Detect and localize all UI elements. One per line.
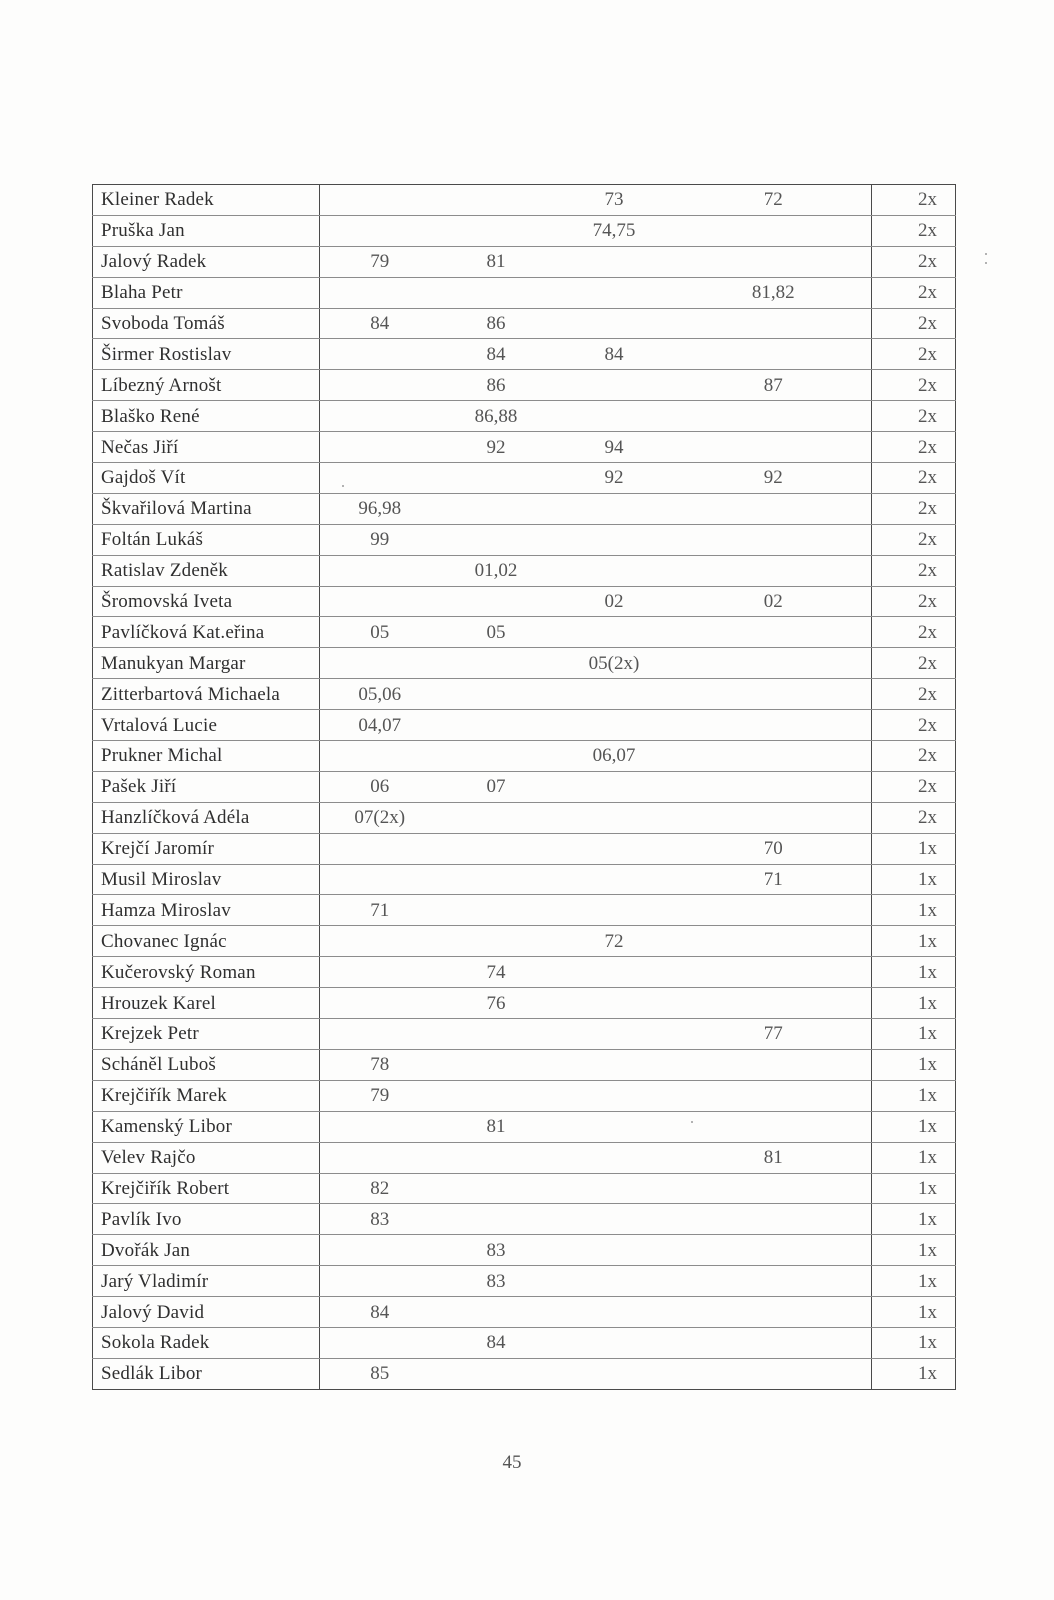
table-row	[93, 802, 956, 833]
value-cell-col3: 02	[553, 586, 676, 617]
person-name-cell: Dvořák Jan	[93, 1235, 320, 1266]
table-row	[93, 1049, 956, 1080]
value-cell-col2	[440, 895, 553, 926]
value-cell-col2	[440, 1080, 553, 1111]
value-cell-col4: 81	[676, 1142, 872, 1173]
value-cell-col1: 99	[320, 524, 440, 555]
table-row	[93, 215, 956, 246]
value-cell-col3	[553, 802, 676, 833]
person-name-cell: Jalový Radek	[93, 246, 320, 277]
scan-speck	[985, 253, 987, 255]
value-cell-col3	[553, 308, 676, 339]
count-cell: 1x	[872, 926, 956, 957]
table-row	[93, 432, 956, 463]
value-cell-col2	[440, 710, 553, 741]
value-cell-col4	[676, 246, 872, 277]
value-cell-col1	[320, 1235, 440, 1266]
count-cell: 1x	[872, 1327, 956, 1358]
person-name-cell: Chovanec Ignác	[93, 926, 320, 957]
count-cell: 2x	[872, 679, 956, 710]
person-name-cell: Pavlík Ivo	[93, 1204, 320, 1235]
value-cell-col4	[676, 215, 872, 246]
value-cell-col1	[320, 463, 440, 494]
value-cell-col3: 72	[553, 926, 676, 957]
count-cell: 2x	[872, 339, 956, 370]
value-cell-col2	[440, 1049, 553, 1080]
value-cell-col2	[440, 524, 553, 555]
value-cell-col4	[676, 1080, 872, 1111]
value-cell-col2: 84	[440, 1327, 553, 1358]
table-row	[93, 1235, 956, 1266]
value-cell-col2	[440, 1204, 553, 1235]
value-cell-col2: 74	[440, 957, 553, 988]
value-cell-col3	[553, 617, 676, 648]
value-cell-col1	[320, 370, 440, 401]
value-cell-col4: 87	[676, 370, 872, 401]
value-cell-col1: 84	[320, 308, 440, 339]
value-cell-col4	[676, 1111, 872, 1142]
value-cell-col1	[320, 586, 440, 617]
table-row	[93, 833, 956, 864]
value-cell-col3: 73	[553, 185, 676, 216]
value-cell-col2	[440, 493, 553, 524]
value-cell-col4	[676, 555, 872, 586]
value-cell-col2	[440, 586, 553, 617]
value-cell-col3	[553, 246, 676, 277]
value-cell-col3: 06,07	[553, 741, 676, 772]
person-name-cell: Blaha Petr	[93, 277, 320, 308]
person-name-cell: Ratislav Zdeněk	[93, 555, 320, 586]
value-cell-col2: 83	[440, 1266, 553, 1297]
value-cell-col2: 86	[440, 370, 553, 401]
count-cell: 2x	[872, 215, 956, 246]
count-cell: 2x	[872, 586, 956, 617]
count-cell: 1x	[872, 1019, 956, 1050]
value-cell-col1	[320, 864, 440, 895]
value-cell-col4: 92	[676, 463, 872, 494]
count-cell: 2x	[872, 771, 956, 802]
person-name-cell: Velev Rajčo	[93, 1142, 320, 1173]
person-name-cell: Pruška Jan	[93, 215, 320, 246]
value-cell-col4	[676, 926, 872, 957]
table-row	[93, 339, 956, 370]
value-cell-col2: 92	[440, 432, 553, 463]
value-cell-col3: 05(2x)	[553, 648, 676, 679]
value-cell-col3	[553, 1327, 676, 1358]
value-cell-col3	[553, 493, 676, 524]
value-cell-col4	[676, 339, 872, 370]
value-cell-col3	[553, 957, 676, 988]
table-row	[93, 864, 956, 895]
count-cell: 1x	[872, 988, 956, 1019]
value-cell-col2	[440, 679, 553, 710]
value-cell-col1	[320, 648, 440, 679]
count-cell: 2x	[872, 741, 956, 772]
person-name-cell: Šromovská Iveta	[93, 586, 320, 617]
count-cell: 1x	[872, 1080, 956, 1111]
table-row	[93, 246, 956, 277]
count-cell: 1x	[872, 1049, 956, 1080]
person-name-cell: Hrouzek Karel	[93, 988, 320, 1019]
value-cell-col4	[676, 957, 872, 988]
value-cell-col4	[676, 1204, 872, 1235]
person-name-cell: Krejčí Jaromír	[93, 833, 320, 864]
person-name-cell: Kleiner Radek	[93, 185, 320, 216]
person-name-cell: Prukner Michal	[93, 741, 320, 772]
value-cell-col1	[320, 339, 440, 370]
value-cell-col2: 84	[440, 339, 553, 370]
value-cell-col4: 70	[676, 833, 872, 864]
value-cell-col1: 06	[320, 771, 440, 802]
value-cell-col1: 82	[320, 1173, 440, 1204]
person-name-cell: Škvařilová Martina	[93, 493, 320, 524]
value-cell-col2: 76	[440, 988, 553, 1019]
count-cell: 2x	[872, 555, 956, 586]
value-cell-col1: 05,06	[320, 679, 440, 710]
count-cell: 1x	[872, 1111, 956, 1142]
value-cell-col1	[320, 432, 440, 463]
table-row	[93, 1142, 956, 1173]
person-name-cell: Sedlák Libor	[93, 1358, 320, 1389]
table-row	[93, 308, 956, 339]
value-cell-col4	[676, 617, 872, 648]
table-row	[93, 988, 956, 1019]
value-cell-col1	[320, 215, 440, 246]
value-cell-col3	[553, 988, 676, 1019]
value-cell-col4	[676, 1297, 872, 1328]
table-row	[93, 1297, 956, 1328]
value-cell-col2: 01,02	[440, 555, 553, 586]
value-cell-col4	[676, 1266, 872, 1297]
value-cell-col2: 83	[440, 1235, 553, 1266]
value-cell-col1: 79	[320, 246, 440, 277]
value-cell-col3	[553, 1297, 676, 1328]
table-row	[93, 185, 956, 216]
value-cell-col2: 05	[440, 617, 553, 648]
count-cell: 2x	[872, 648, 956, 679]
person-name-cell: Jalový David	[93, 1297, 320, 1328]
count-cell: 1x	[872, 1204, 956, 1235]
table-row	[93, 1019, 956, 1050]
person-name-cell: Krejčiřík Robert	[93, 1173, 320, 1204]
table-row	[93, 710, 956, 741]
value-cell-col3	[553, 771, 676, 802]
value-cell-col1	[320, 185, 440, 216]
value-cell-col2: 86,88	[440, 401, 553, 432]
table-row	[93, 277, 956, 308]
value-cell-col1	[320, 1019, 440, 1050]
value-cell-col2: 07	[440, 771, 553, 802]
value-cell-col4	[676, 802, 872, 833]
count-cell: 2x	[872, 277, 956, 308]
value-cell-col3	[553, 1049, 676, 1080]
value-cell-col3	[553, 1235, 676, 1266]
person-name-cell: Širmer Rostislav	[93, 339, 320, 370]
table-row	[93, 555, 956, 586]
count-cell: 2x	[872, 308, 956, 339]
value-cell-col2	[440, 833, 553, 864]
table-row	[93, 1358, 956, 1389]
table-row	[93, 1204, 956, 1235]
value-cell-col4	[676, 771, 872, 802]
count-cell: 1x	[872, 1173, 956, 1204]
value-cell-col1: 83	[320, 1204, 440, 1235]
table-row	[93, 1080, 956, 1111]
table-row	[93, 524, 956, 555]
value-cell-col3	[553, 1266, 676, 1297]
value-cell-col3	[553, 555, 676, 586]
value-cell-col2	[440, 1297, 553, 1328]
value-cell-col1	[320, 401, 440, 432]
value-cell-col1	[320, 1142, 440, 1173]
value-cell-col4	[676, 741, 872, 772]
table-row	[93, 1266, 956, 1297]
value-cell-col4	[676, 1358, 872, 1389]
value-cell-col3	[553, 1080, 676, 1111]
value-cell-col3	[553, 710, 676, 741]
value-cell-col1	[320, 1327, 440, 1358]
value-cell-col3	[553, 1142, 676, 1173]
person-name-cell: Zitterbartová Michaela	[93, 679, 320, 710]
value-cell-col1: 04,07	[320, 710, 440, 741]
value-cell-col1	[320, 926, 440, 957]
value-cell-col1: 07(2x)	[320, 802, 440, 833]
value-cell-col3: 92	[553, 463, 676, 494]
scan-speck	[342, 485, 344, 487]
value-cell-col3	[553, 679, 676, 710]
value-cell-col1: 05	[320, 617, 440, 648]
table-row	[93, 771, 956, 802]
count-cell: 1x	[872, 957, 956, 988]
value-cell-col4	[676, 988, 872, 1019]
table-row	[93, 586, 956, 617]
table-row	[93, 741, 956, 772]
table-row	[93, 370, 956, 401]
value-cell-col4: 71	[676, 864, 872, 895]
person-name-cell: Krejčiřík Marek	[93, 1080, 320, 1111]
count-cell: 2x	[872, 617, 956, 648]
value-cell-col3: 74,75	[553, 215, 676, 246]
value-cell-col2	[440, 741, 553, 772]
value-cell-col4	[676, 524, 872, 555]
value-cell-col3	[553, 1358, 676, 1389]
value-cell-col3	[553, 1019, 676, 1050]
table-row	[93, 1173, 956, 1204]
table-row	[93, 679, 956, 710]
value-cell-col1	[320, 1111, 440, 1142]
value-cell-col4	[676, 895, 872, 926]
count-cell: 1x	[872, 1235, 956, 1266]
value-cell-col2	[440, 463, 553, 494]
value-cell-col4	[676, 1173, 872, 1204]
person-name-cell: Gajdoš Vít	[93, 463, 320, 494]
person-name-cell: Jarý Vladimír	[93, 1266, 320, 1297]
table-row	[93, 648, 956, 679]
table-row	[93, 493, 956, 524]
value-cell-col3	[553, 1204, 676, 1235]
count-cell: 2x	[872, 432, 956, 463]
person-name-cell: Hanzlíčková Adéla	[93, 802, 320, 833]
value-cell-col4	[676, 679, 872, 710]
scan-speck	[691, 1121, 693, 1123]
value-cell-col1	[320, 988, 440, 1019]
value-cell-col2: 86	[440, 308, 553, 339]
person-name-cell: Musil Miroslav	[93, 864, 320, 895]
value-cell-col3	[553, 277, 676, 308]
value-cell-col1: 85	[320, 1358, 440, 1389]
count-cell: 2x	[872, 524, 956, 555]
value-cell-col1: 71	[320, 895, 440, 926]
count-cell: 2x	[872, 802, 956, 833]
count-cell: 2x	[872, 710, 956, 741]
value-cell-col4: 72	[676, 185, 872, 216]
value-cell-col3	[553, 833, 676, 864]
value-cell-col1: 96,98	[320, 493, 440, 524]
value-cell-col4	[676, 432, 872, 463]
person-name-cell: Svoboda Tomáš	[93, 308, 320, 339]
value-cell-col2	[440, 864, 553, 895]
person-name-cell: Pašek Jiří	[93, 771, 320, 802]
table-row	[93, 1327, 956, 1358]
scan-speck	[985, 262, 987, 264]
person-name-cell: Pavlíčková Kat.eřina	[93, 617, 320, 648]
person-name-cell: Kamenský Libor	[93, 1111, 320, 1142]
person-name-cell: Líbezný Arnošt	[93, 370, 320, 401]
table-row	[93, 957, 956, 988]
count-cell: 2x	[872, 246, 956, 277]
count-cell: 2x	[872, 463, 956, 494]
person-name-cell: Sokola Radek	[93, 1327, 320, 1358]
person-name-cell: Scháněl Luboš	[93, 1049, 320, 1080]
value-cell-col4	[676, 648, 872, 679]
value-cell-col4	[676, 308, 872, 339]
person-name-cell: Hamza Miroslav	[93, 895, 320, 926]
table-row	[93, 1111, 956, 1142]
count-cell: 2x	[872, 493, 956, 524]
value-cell-col1	[320, 833, 440, 864]
value-cell-col1: 79	[320, 1080, 440, 1111]
value-cell-col1	[320, 1266, 440, 1297]
value-cell-col4	[676, 1235, 872, 1266]
count-cell: 1x	[872, 1297, 956, 1328]
value-cell-col4	[676, 401, 872, 432]
table-row	[93, 401, 956, 432]
value-cell-col4	[676, 1049, 872, 1080]
person-name-cell: Vrtalová Lucie	[93, 710, 320, 741]
value-cell-col2	[440, 215, 553, 246]
value-cell-col4: 02	[676, 586, 872, 617]
value-cell-col4	[676, 1327, 872, 1358]
value-cell-col3	[553, 524, 676, 555]
table-row	[93, 895, 956, 926]
person-name-cell: Kučerovský Roman	[93, 957, 320, 988]
value-cell-col3	[553, 401, 676, 432]
value-cell-col3	[553, 1111, 676, 1142]
value-cell-col4	[676, 493, 872, 524]
count-cell: 1x	[872, 864, 956, 895]
value-cell-col2	[440, 1173, 553, 1204]
value-cell-col1	[320, 277, 440, 308]
value-cell-col2: 81	[440, 1111, 553, 1142]
value-cell-col1	[320, 957, 440, 988]
value-cell-col4: 81,82	[676, 277, 872, 308]
value-cell-col3	[553, 864, 676, 895]
value-cell-col4: 77	[676, 1019, 872, 1050]
value-cell-col2	[440, 1019, 553, 1050]
value-cell-col3	[553, 895, 676, 926]
value-cell-col3: 94	[553, 432, 676, 463]
value-cell-col2	[440, 1358, 553, 1389]
table-row	[93, 926, 956, 957]
value-cell-col2	[440, 802, 553, 833]
value-cell-col2: 81	[440, 246, 553, 277]
value-cell-col1: 84	[320, 1297, 440, 1328]
count-cell: 1x	[872, 1142, 956, 1173]
person-name-cell: Foltán Lukáš	[93, 524, 320, 555]
table-row	[93, 617, 956, 648]
value-cell-col3	[553, 370, 676, 401]
count-cell: 1x	[872, 1358, 956, 1389]
count-cell: 1x	[872, 833, 956, 864]
value-cell-col2	[440, 926, 553, 957]
value-cell-col1: 78	[320, 1049, 440, 1080]
value-cell-col3	[553, 1173, 676, 1204]
count-cell: 1x	[872, 1266, 956, 1297]
count-cell: 2x	[872, 370, 956, 401]
value-cell-col2	[440, 1142, 553, 1173]
count-cell: 2x	[872, 185, 956, 216]
value-cell-col1	[320, 555, 440, 586]
value-cell-col2	[440, 185, 553, 216]
person-name-cell: Manukyan Margar	[93, 648, 320, 679]
names-table	[92, 184, 956, 1390]
value-cell-col3: 84	[553, 339, 676, 370]
count-cell: 2x	[872, 401, 956, 432]
value-cell-col2	[440, 648, 553, 679]
person-name-cell: Nečas Jiří	[93, 432, 320, 463]
value-cell-col2	[440, 277, 553, 308]
table-row	[93, 463, 956, 494]
value-cell-col1	[320, 741, 440, 772]
page-number: 45	[502, 1452, 522, 1473]
count-cell: 1x	[872, 895, 956, 926]
names-table-body	[93, 185, 956, 1390]
value-cell-col4	[676, 710, 872, 741]
person-name-cell: Krejzek Petr	[93, 1019, 320, 1050]
person-name-cell: Blaško René	[93, 401, 320, 432]
